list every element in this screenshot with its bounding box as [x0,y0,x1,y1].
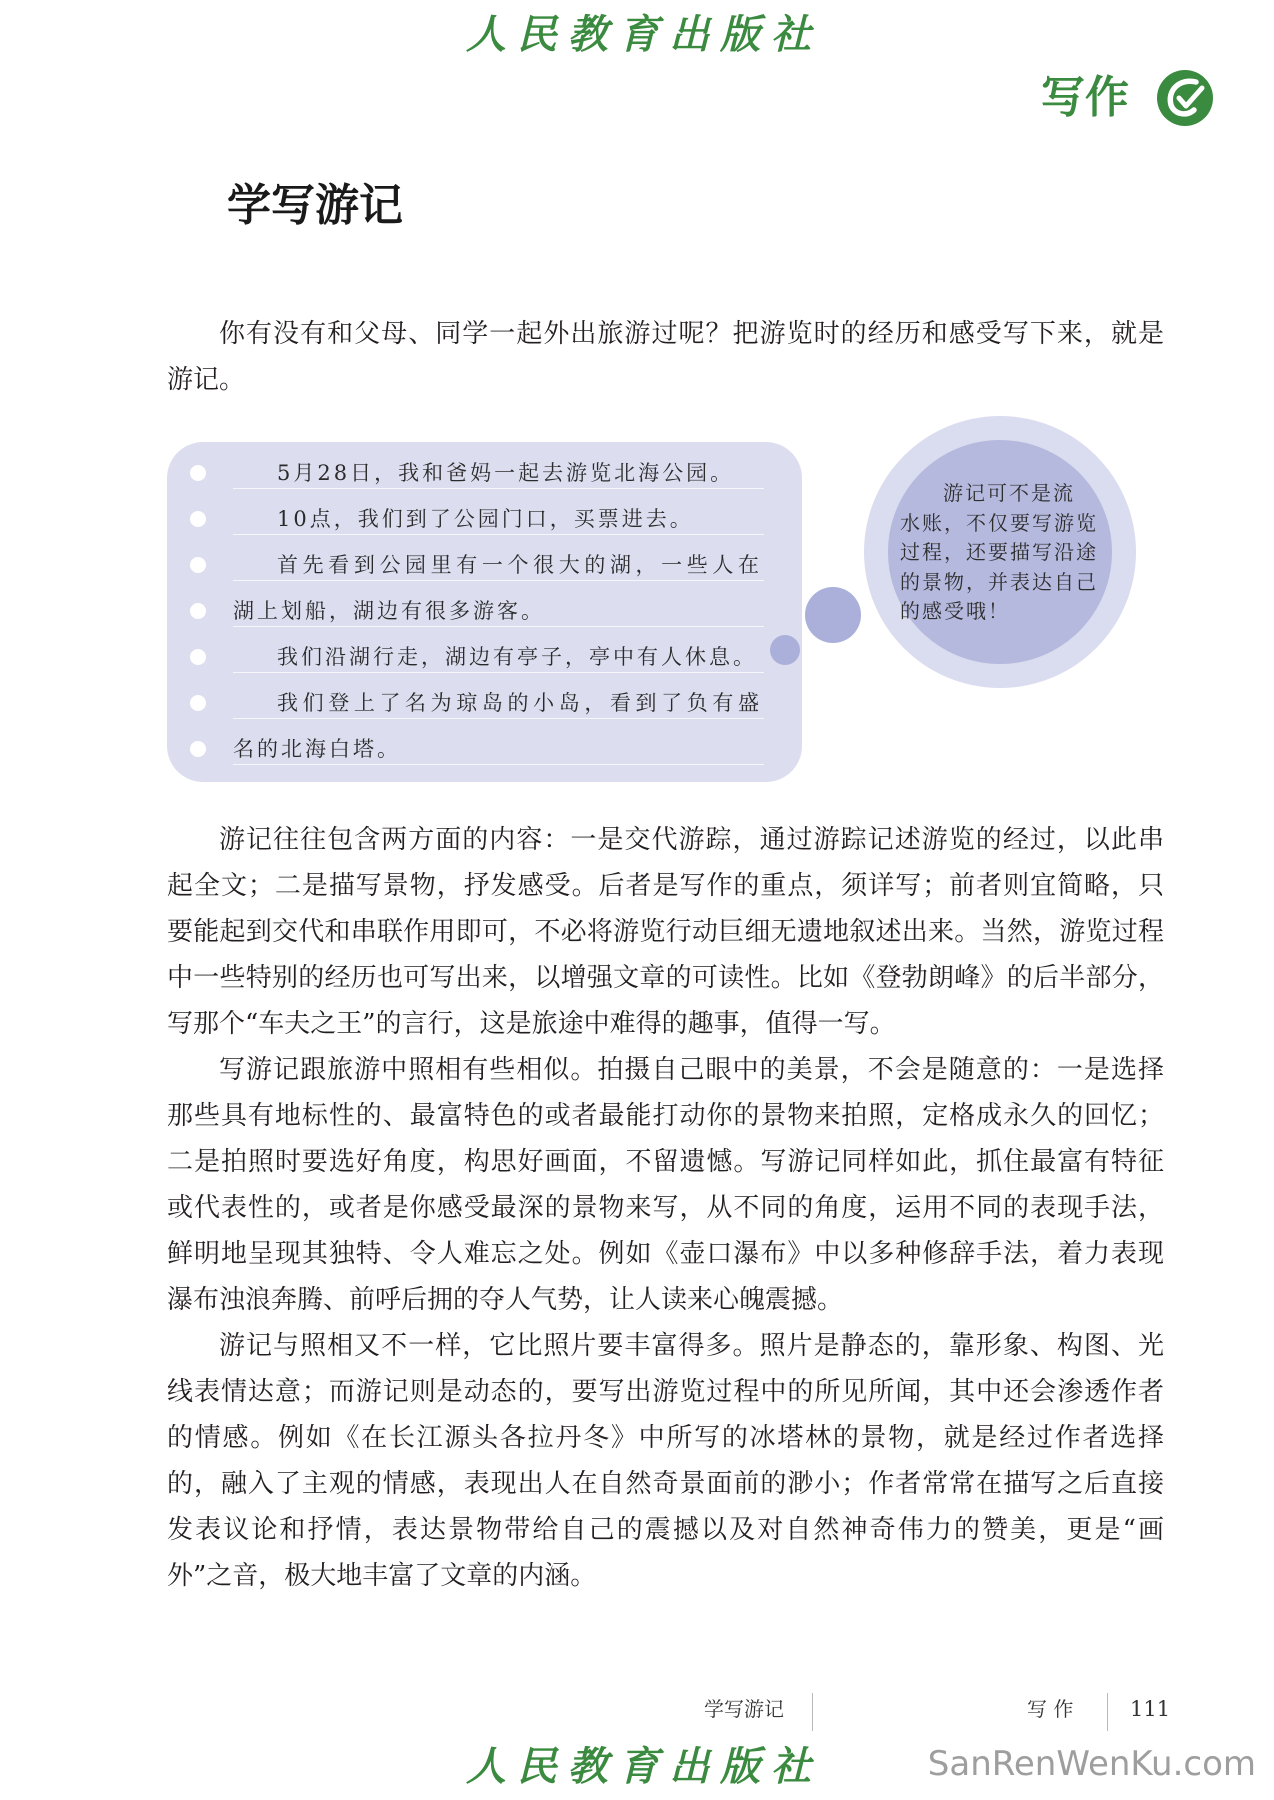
intro-line: 你有没有和父母、同学一起外出旅游过呢？把游览时的经历和感受写下来，就是 [219,319,1164,349]
body-line: 写游记跟旅游中照相有些相似。拍摄自己眼中的美景，不会是随意的：一是选择 [219,1055,1164,1085]
page-title: 学写游记 [227,180,403,231]
bullet-dot [190,649,206,665]
tip-line: 的感受哦！ [900,599,1010,623]
bullet-dot [190,741,206,757]
publisher-logo: 人民教育出版社 [466,11,811,58]
example-line: 湖上划船，湖边有很多游客。 [233,588,764,627]
body-line: 或代表性的，或者是你感受最深的景物来写，从不同的角度，运用不同的表现手法， [167,1193,1164,1223]
body-line: 的情感。例如《在长江源头各拉丹冬》中所写的冰塔林的景物，就是经过作者选择 [167,1423,1164,1453]
bullet-dot [190,557,206,573]
example-line: 我们登上了名为琼岛的小岛，看到了负有盛 [233,680,764,719]
pen-check-icon [1156,69,1214,127]
example-line: 名的北海白塔。 [233,726,764,765]
example-line: 我们沿湖行走，湖边有亭子，亭中有人休息。 [233,634,764,673]
thought-bubble-small [770,635,800,665]
body-line: 二是拍照时要选好角度，构思好画面，不留遗憾。写游记同样如此，抓住最富有特征 [167,1147,1164,1177]
footer-publisher-logo: 人民教育出版社 [466,1743,811,1790]
footer-lesson-title: 学写游记 [704,1697,784,1721]
example-line: 10点，我们到了公园门口，买票进去。 [233,496,764,535]
body-line: 写那个“车夫之王”的言行，这是旅途中难得的趣事，值得一写。 [167,1009,896,1039]
body-line: 发表议论和抒情，表达景物带给自己的震撼以及对自然神奇伟力的赞美，更是“画 [167,1515,1164,1545]
section-title: 写作 [1041,72,1129,123]
intro-line: 游记。 [167,365,246,395]
body-line: 鲜明地呈现其独特、令人难忘之处。例如《壶口瀑布》中以多种修辞手法，着力表现 [167,1239,1164,1269]
watermark: SanRenWenKu.com [927,1744,1256,1784]
example-line: 5月28日，我和爸妈一起去游览北海公园。 [233,450,764,489]
footer-divider [1107,1693,1108,1731]
bullet-dot [190,511,206,527]
tip-line: 过程，还要描写沿途 [900,540,1098,564]
body-line: 那些具有地标性的、最富特色的或者最能打动你的景物来拍照，定格成永久的回忆； [167,1101,1164,1131]
tip-line: 游记可不是流 [943,481,1075,505]
tip-line: 水账，不仅要写游览 [900,510,1098,535]
body-line: 的，融入了主观的情感，表现出人在自然奇景面前的渺小；作者常常在描写之后直接 [167,1469,1164,1499]
body-line: 瀑布浊浪奔腾、前呼后拥的夺人气势，让人读来心魄震撼。 [167,1285,844,1315]
body-line: 线表情达意；而游记则是动态的，要写出游览过程中的所见所闻，其中还会渗透作者 [167,1377,1164,1407]
footer-section: 写 作 [1027,1697,1074,1721]
thought-bubble-medium [805,587,861,643]
body-line: 起全文；二是描写景物，抒发感受。后者是写作的重点，须详写；前者则宜简略，只 [167,871,1164,901]
bullet-dot [190,695,206,711]
body-line: 游记与照相又不一样，它比照片要丰富得多。照片是静态的，靠形象、构图、光 [219,1331,1164,1361]
bullet-dot [190,465,206,481]
body-line: 外”之音，极大地丰富了文章的内涵。 [167,1561,597,1591]
bullet-dot [190,603,206,619]
tip-text [900,479,1106,627]
tip-line: 的景物，并表达自己 [900,569,1098,594]
body-line: 要能起到交代和串联作用即可，不必将游览行动巨细无遗地叙述出来。当然，游览过程 [167,917,1164,947]
example-line: 首先看到公园里有一个很大的湖，一些人在 [233,542,764,581]
body-line: 中一些特别的经历也可写出来，以增强文章的可读性。比如《登勃朗峰》的后半部分， [167,963,1164,993]
page-number: 111 [1130,1697,1171,1721]
body-line: 游记往往包含两方面的内容：一是交代游踪，通过游踪记述游览的经过，以此串 [219,825,1164,855]
footer-divider [812,1693,813,1731]
